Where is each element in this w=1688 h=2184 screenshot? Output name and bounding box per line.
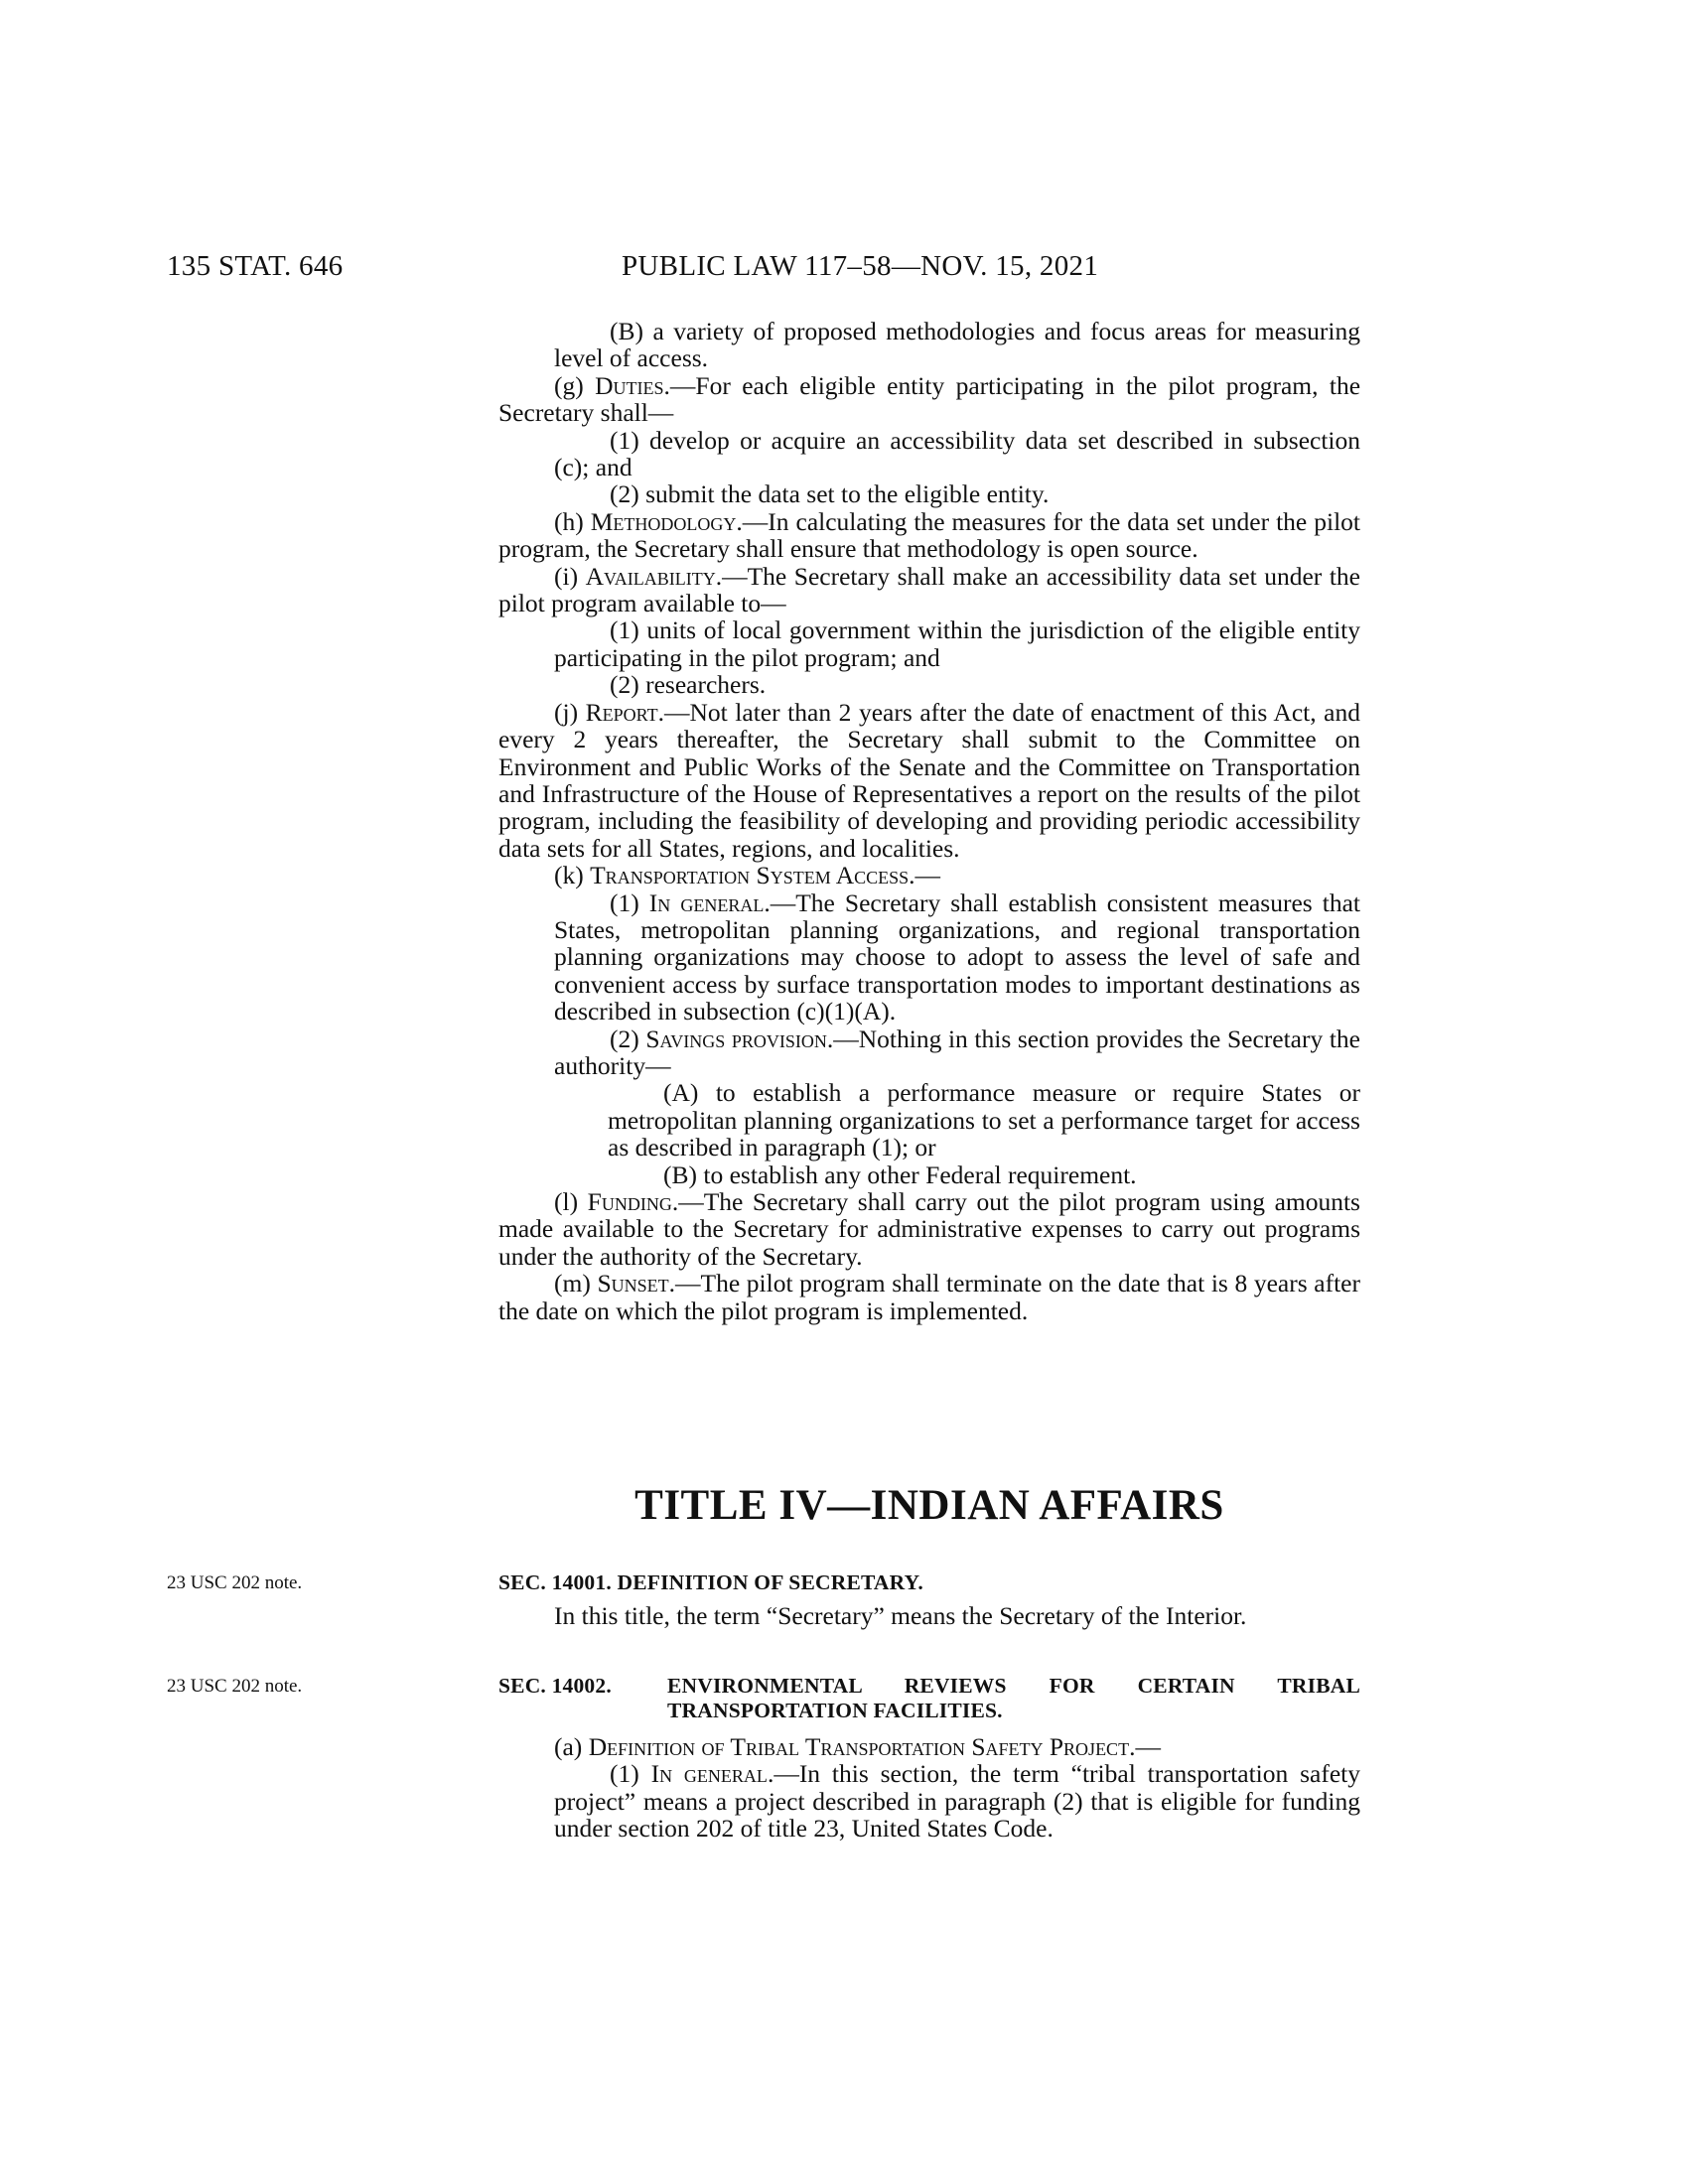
subsection-heading: Duties [595,370,664,400]
subsection-h-methodology [498,508,1360,563]
subsection-g-duties [498,372,1360,427]
paragraph-k1-in-general [498,889,1360,1025]
paragraph-k2-savings-provision [498,1025,1360,1080]
subsection-label: (i) [554,561,586,591]
title-heading: TITLE IV—INDIAN AFFAIRS [634,1482,1224,1529]
subsection-text: .— [909,861,941,890]
paragraph-text: .—Nothing in this section provides the Secretary the authority— [554,1024,1360,1080]
subsection-text: .—In calculating the measures for the data set under the pilot program, the Secretary shall ensure that methodology is open source. [498,506,1360,564]
subsection-text: .—For each eligible entity participating in the pilot program, the Secretary shall— [498,370,1361,428]
subsection-heading: Funding [587,1187,672,1216]
subsection-text: .—The Secretary shall carry out the pilot program using amounts made available to the Secretary for administrative expenses to carry out programs under the authority of the Secretary. [498,1187,1360,1271]
section-14002-body [498,1733,1360,1843]
subsection-text: .—The pilot program shall terminate on the date that is 8 years after the date on which the pilot program is implemented. [498,1269,1360,1325]
paragraph-label: (1) [610,1759,651,1789]
public-law-header: PUBLIC LAW 117–58—NOV. 15, 2021 [622,250,1099,282]
paragraph-g2: (2) submit the data set to the eligible entity. [610,479,1050,509]
section-14002-heading [498,1674,1360,1723]
section-14001-heading: SEC. 14001. DEFINITION OF SECRETARY. [498,1570,923,1594]
subsection-a-definition [498,1733,1360,1760]
paragraph-i1: (1) units of local government within the jurisdiction of the eligible entity participating in the pilot program; and [554,615,1360,672]
paragraph-a1-in-general [498,1760,1360,1842]
subsection-label: (j) [554,697,586,727]
subsection-heading: Report [585,697,658,727]
section-14001-text: In this title, the term “Secretary” means the Secretary of the Interior. [554,1601,1247,1630]
section-title-line1: ENVIRONMENTAL REVIEWS FOR CERTAIN TRIBAL [667,1674,1360,1698]
subsection-label: (g) [554,370,596,400]
subsection-label: (a) [554,1732,589,1761]
paragraph-heading: In general [650,1759,768,1789]
paragraph-heading: Savings provision [645,1024,827,1053]
paragraph-text: .—The Secretary shall establish consistent measures that States, metropolitan planning organizations, and regional transportation planning organizations may choose to adopt to assess the level of safe and convenient access by surface transportation modes to important destinations as described in subsection (c)(1)(A). [554,887,1361,1026]
subparagraph-k2a: (A) to establish a performance measure or require States or metropolitan planning organizations to set a performance target for access as described in paragraph (1); or [608,1078,1360,1162]
subsection-heading: Definition of Tribal Transportation Safety Project [588,1732,1130,1761]
section-14001-body [498,1602,1360,1629]
margin-note-14001: 23 USC 202 note. [167,1572,303,1593]
section-body-continued [498,318,1360,1324]
subsection-heading: Transportation System Access [590,861,910,890]
paragraph-label: (1) [610,887,649,917]
subsection-k-transportation-system-access [498,862,1360,888]
stat-page-reference: 135 STAT. 646 [167,250,344,282]
paragraph-b-variety: (B) a variety of proposed methodologies and focus areas for measuring level of access. [554,317,1360,373]
subsection-heading: Availability [585,561,716,591]
subparagraph-k2b: (B) to establish any other Federal requirement. [663,1160,1137,1189]
subsection-text: .—Not later than 2 years after the date of enactment of this Act, and every 2 years thereafter, the Secretary shall submit to the Committee on Environment and Public Works of the Senate and the Committee on Transportation and Infrastructure of the House of Representatives a report on the results of the pilot program, including the feasibility of developing and providing periodic accessibility data sets for all States, regions, and localities. [498,697,1360,863]
subsection-heading: Sunset [597,1269,669,1298]
paragraph-g1: (1) develop or acquire an accessibility data set described in subsection (c); and [554,425,1360,482]
margin-note-14002: 23 USC 202 note. [167,1676,303,1697]
subsection-label: (k) [554,861,591,890]
paragraph-label: (2) [610,1024,646,1053]
paragraph-heading: In general [648,887,765,917]
subsection-text: .— [1129,1732,1161,1761]
subsection-j-report [498,699,1360,862]
subsection-label: (l) [554,1187,588,1216]
subsection-m-sunset [498,1270,1360,1324]
subsection-i-availability [498,563,1360,617]
subsection-label: (h) [554,506,591,536]
section-title-line2: TRANSPORTATION FACILITIES. [667,1699,1003,1722]
section-number: SEC. 14002. [498,1674,612,1698]
subsection-text: .—The Secretary shall make an accessibility data set under the pilot program available to— [498,561,1360,618]
paragraph-i2: (2) researchers. [610,670,767,700]
subsection-heading: Methodology [590,506,737,536]
paragraph-text: .—In this section, the term “tribal transportation safety project” means a project described in paragraph (2) that is eligible for funding under section 202 of title 23, United States Code. [554,1759,1361,1843]
subsection-l-funding [498,1188,1360,1270]
subsection-label: (m) [554,1269,598,1298]
